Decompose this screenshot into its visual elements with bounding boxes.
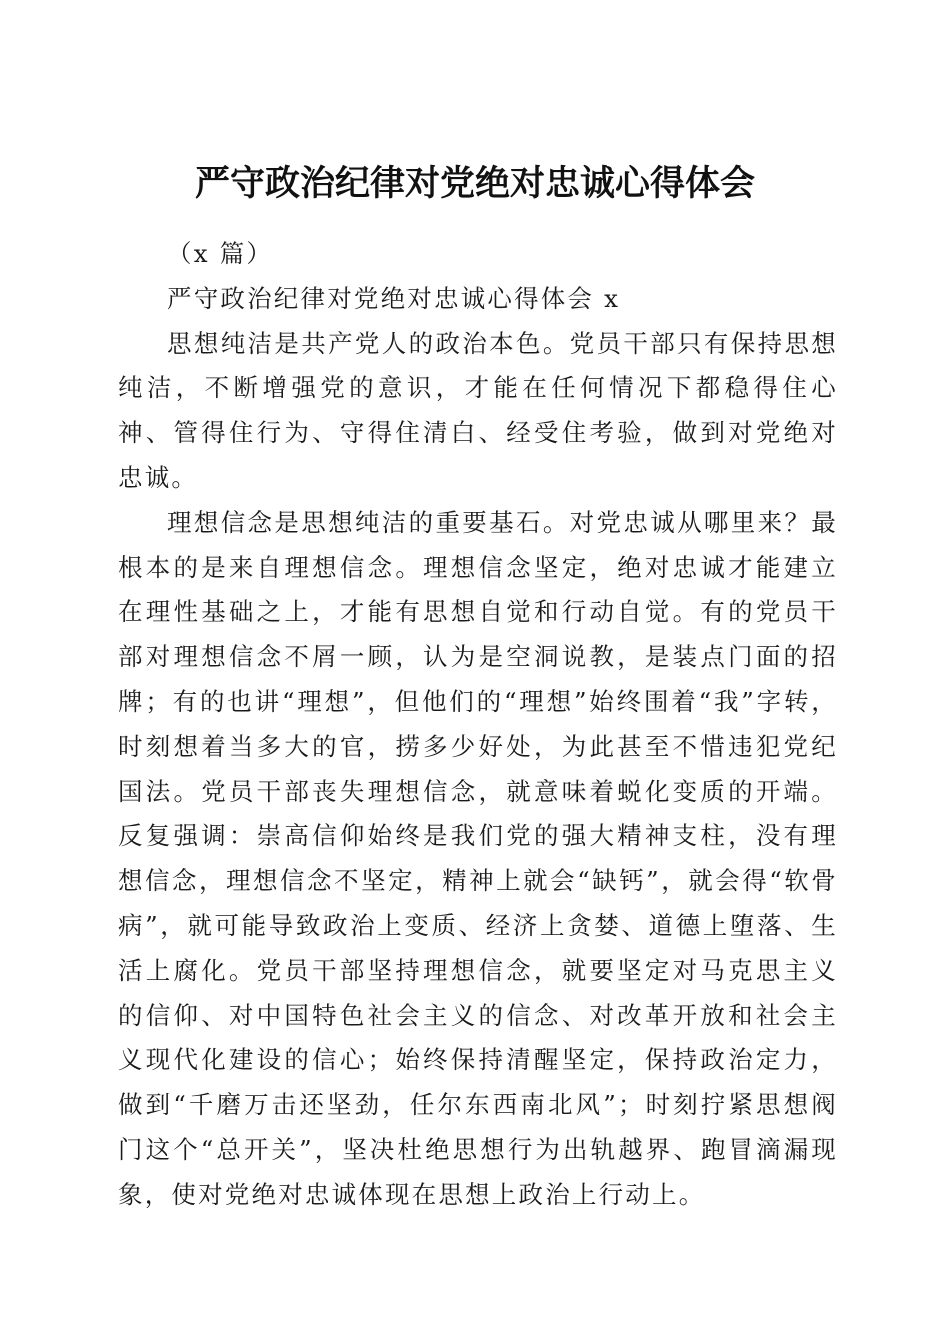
heading-line: 严守政治纪律对党绝对忠诚心得体会 x: [167, 283, 621, 313]
paragraph-1: 思想纯洁是共产党人的政治本色。党员干部只有保持思想纯洁，不断增强党的意识，才能在任何情况下都稳得住心神、管得住行为、守得住清白、经受住考验，做到对党绝对忠诚。: [118, 328, 838, 492]
section-marker: （x 篇）: [167, 239, 274, 268]
page-title: 严守政治纪律对党绝对忠诚心得体会: [194, 163, 755, 205]
document-body: [118, 232, 838, 1218]
paragraph-2: 理想信念是思想纯洁的重要基石。对党忠诚从哪里来？最根本的是来自理想信念。理想信念坚定，绝对忠诚才能建立在理性基础之上，才能有思想自觉和行动自觉。有的党员干部对理想信念不屑一顾，认为是空洞说教，是装点门面的招牌；有的也讲“理想”，但他们的“理想”始终围着“我”字转，时刻想着当多大的官，捞多少好处，为此甚至不惜违犯党纪国法。党员干部丧失理想信念，就意味着蜕化变质的开端。反复强调：崇高信仰始终是我们党的强大精神支柱，没有理想信念，理想信念不坚定，精神上就会“缺钙”，就会得“软骨病”，就可能导致政治上变质、经济上贪婪、道德上堕落、生活上腐化。党员干部坚持理想信念，就要坚定对马克思主义的信仰、对中国特色社会主义的信念、对改革开放和社会主义现代化建设的信心；始终保持清醒坚定，保持政治定力，做到“千磨万击还坚劲，任尔东西南北风”；时刻拧紧思想阀门这个“总开关”，坚决杜绝思想行为出轨越界、跑冒滴漏现象，使对党绝对忠诚体现在思想上政治上行动上。: [118, 507, 838, 1209]
